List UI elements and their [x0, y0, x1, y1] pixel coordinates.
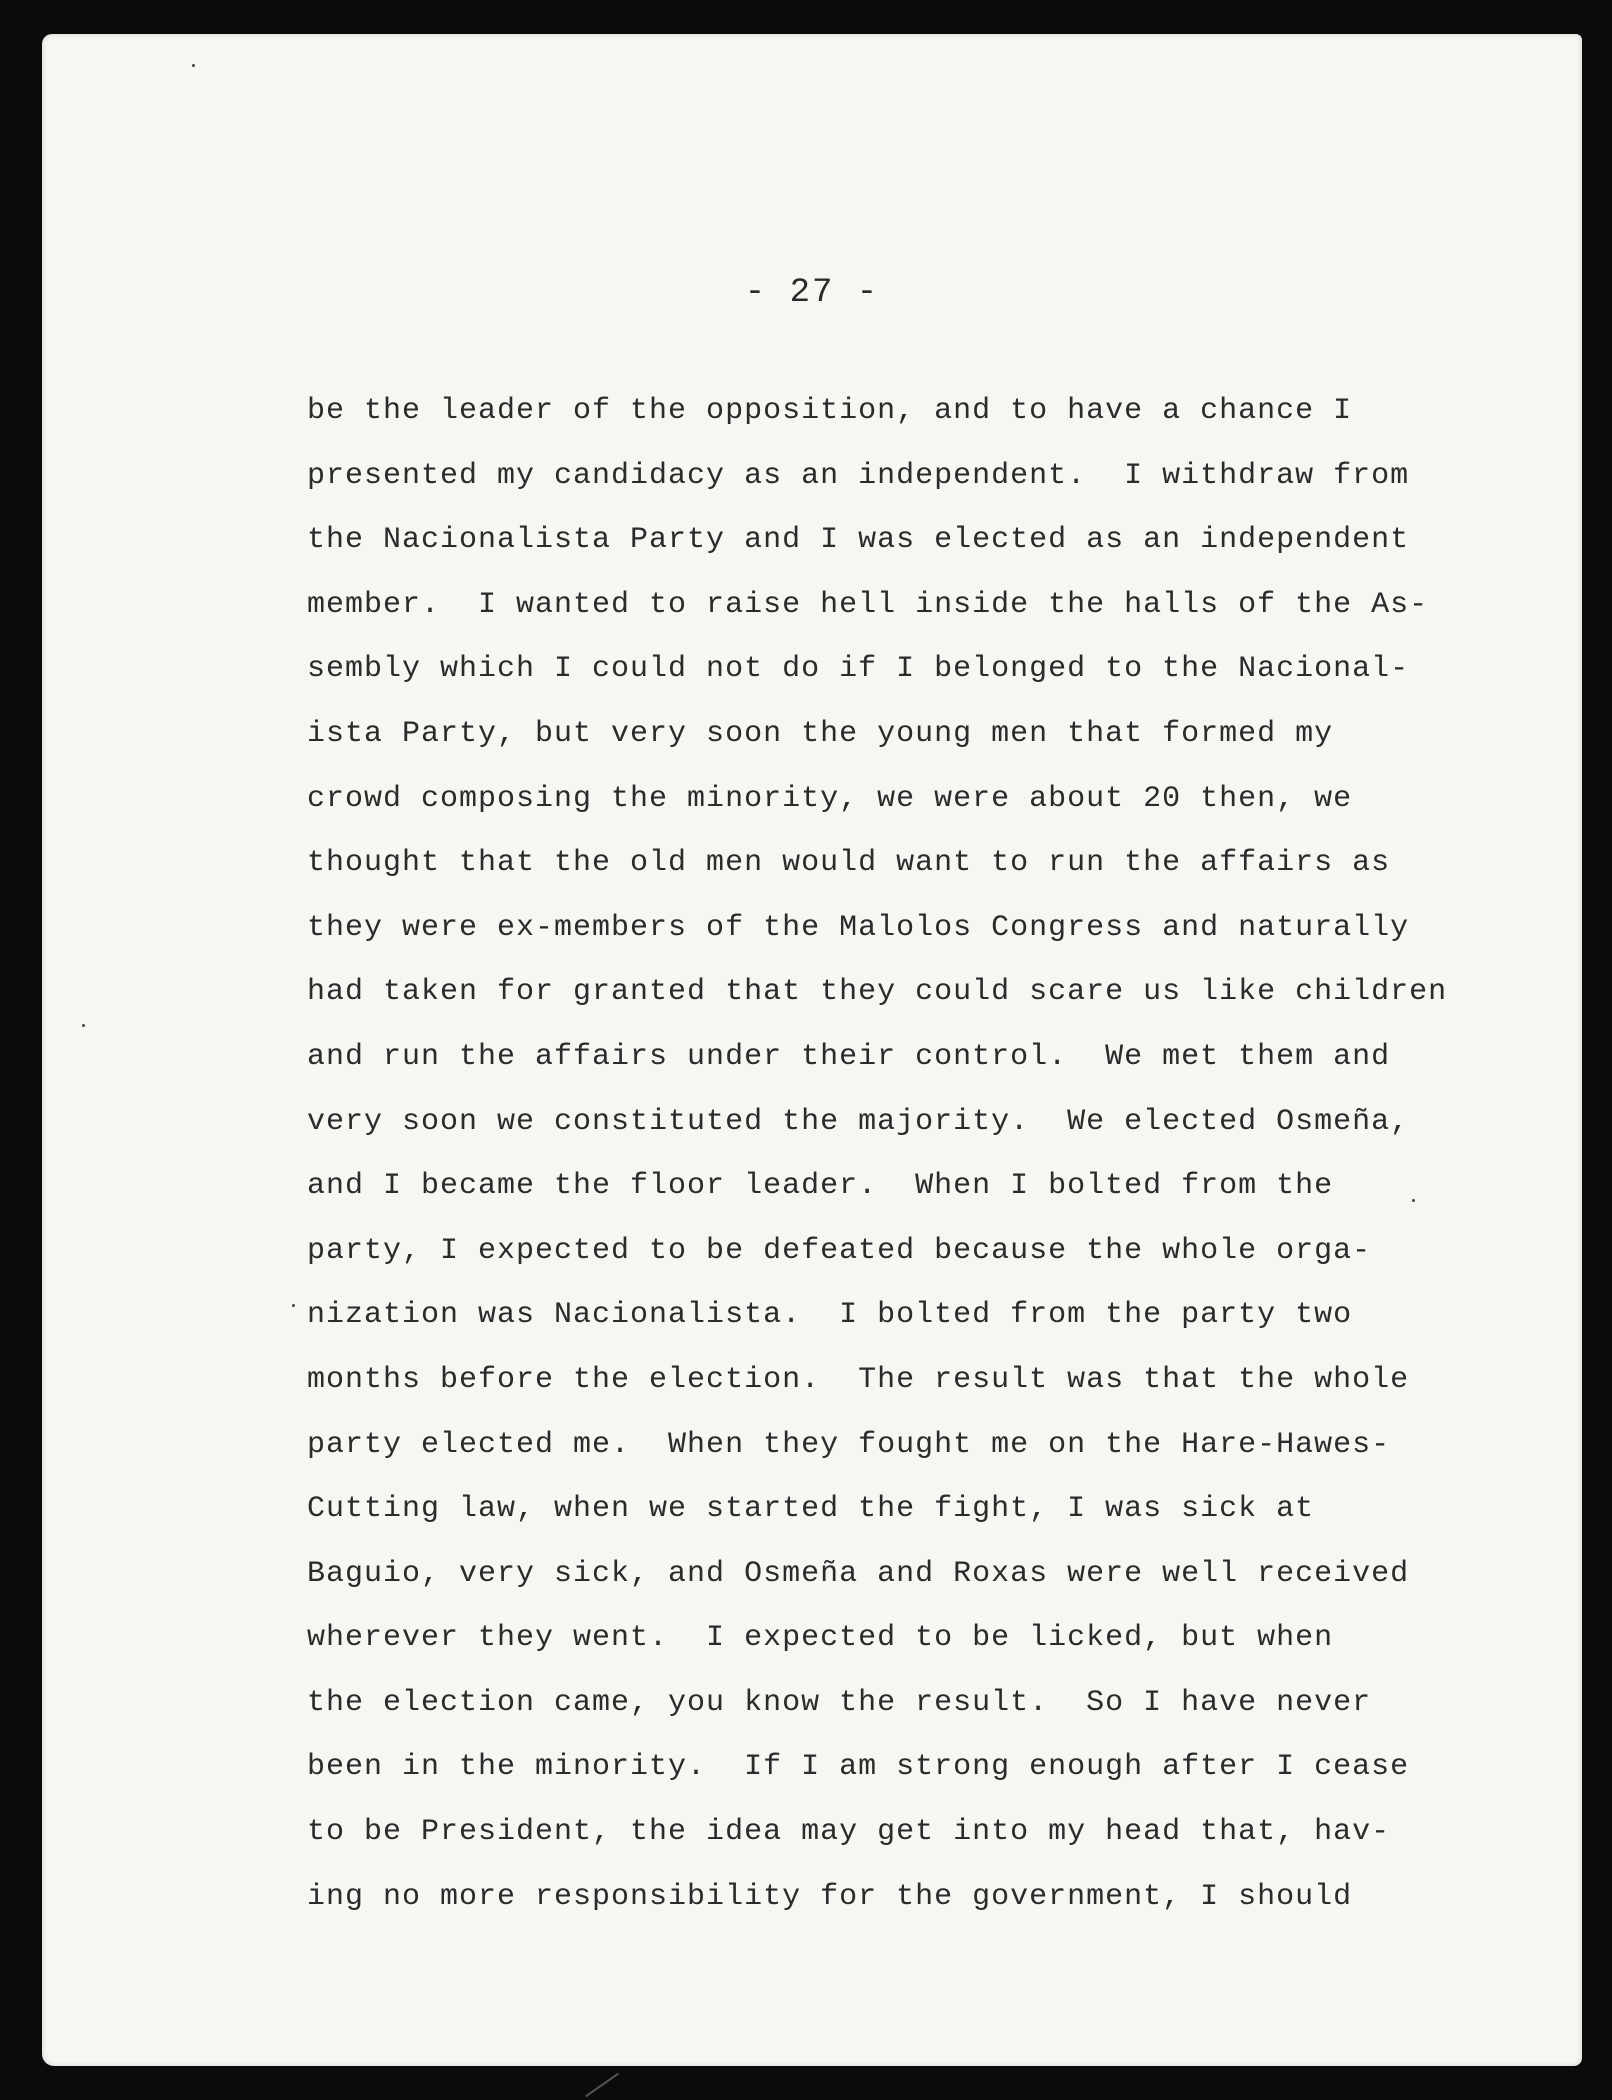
text-line: crowd composing the minority, we were about 20 then, we	[307, 781, 1353, 816]
scan-speck	[292, 1304, 295, 1307]
text-line: to be President, the idea may get into my head that, hav-	[307, 1815, 1391, 1850]
text-line: months before the election. The result was that the whole	[307, 1362, 1410, 1397]
text-line: member. I wanted to raise hell inside the halls of the As-	[307, 587, 1429, 622]
paper-sheet	[42, 34, 1582, 2066]
page-number: - 27 -	[744, 274, 880, 312]
typewritten-body	[307, 379, 1547, 1929]
text-line: thought that the old men would want to run the affairs as	[307, 846, 1391, 881]
text-line: wherever they went. I expected to be licked, but when	[307, 1621, 1334, 1656]
text-line: and run the affairs under their control. We met them and	[307, 1039, 1391, 1074]
scan-speck	[82, 1024, 85, 1027]
pen-mark	[585, 2073, 619, 2098]
scan-speck	[192, 64, 195, 67]
text-line: be the leader of the opposition, and to have a chance I	[307, 394, 1353, 428]
text-line: the Nacionalista Party and I was elected as an independent	[307, 523, 1410, 558]
text-line: sembly which I could not do if I belonged to the Nacional-	[307, 652, 1410, 687]
text-line: nization was Nacionalista. I bolted from the party two	[307, 1298, 1353, 1333]
text-line: very soon we constituted the majority. We elected Osmeña,	[307, 1104, 1410, 1139]
text-line: they were ex-members of the Malolos Congress and naturally	[307, 910, 1410, 945]
text-line: had taken for granted that they could scare us like children	[307, 975, 1448, 1010]
text-line: party elected me. When they fought me on the Hare-Hawes-	[307, 1427, 1391, 1462]
text-line: been in the minority. If I am strong enough after I cease	[307, 1750, 1410, 1785]
text-line: the election came, you know the result. So I have never	[307, 1685, 1372, 1720]
text-line: and I became the floor leader. When I bolted from the	[307, 1169, 1334, 1204]
text-line: presented my candidacy as an independent. I withdraw from	[307, 458, 1410, 493]
text-line: ing no more responsibility for the government, I should	[307, 1879, 1353, 1914]
scan-speck	[1412, 1199, 1415, 1202]
text-line: party, I expected to be defeated because the whole orga-	[307, 1233, 1372, 1268]
text-line: ista Party, but very soon the young men that formed my	[307, 716, 1334, 751]
text-line: Baguio, very sick, and Osmeña and Roxas were well received	[307, 1556, 1410, 1591]
text-line: Cutting law, when we started the fight, I was sick at	[307, 1492, 1315, 1527]
